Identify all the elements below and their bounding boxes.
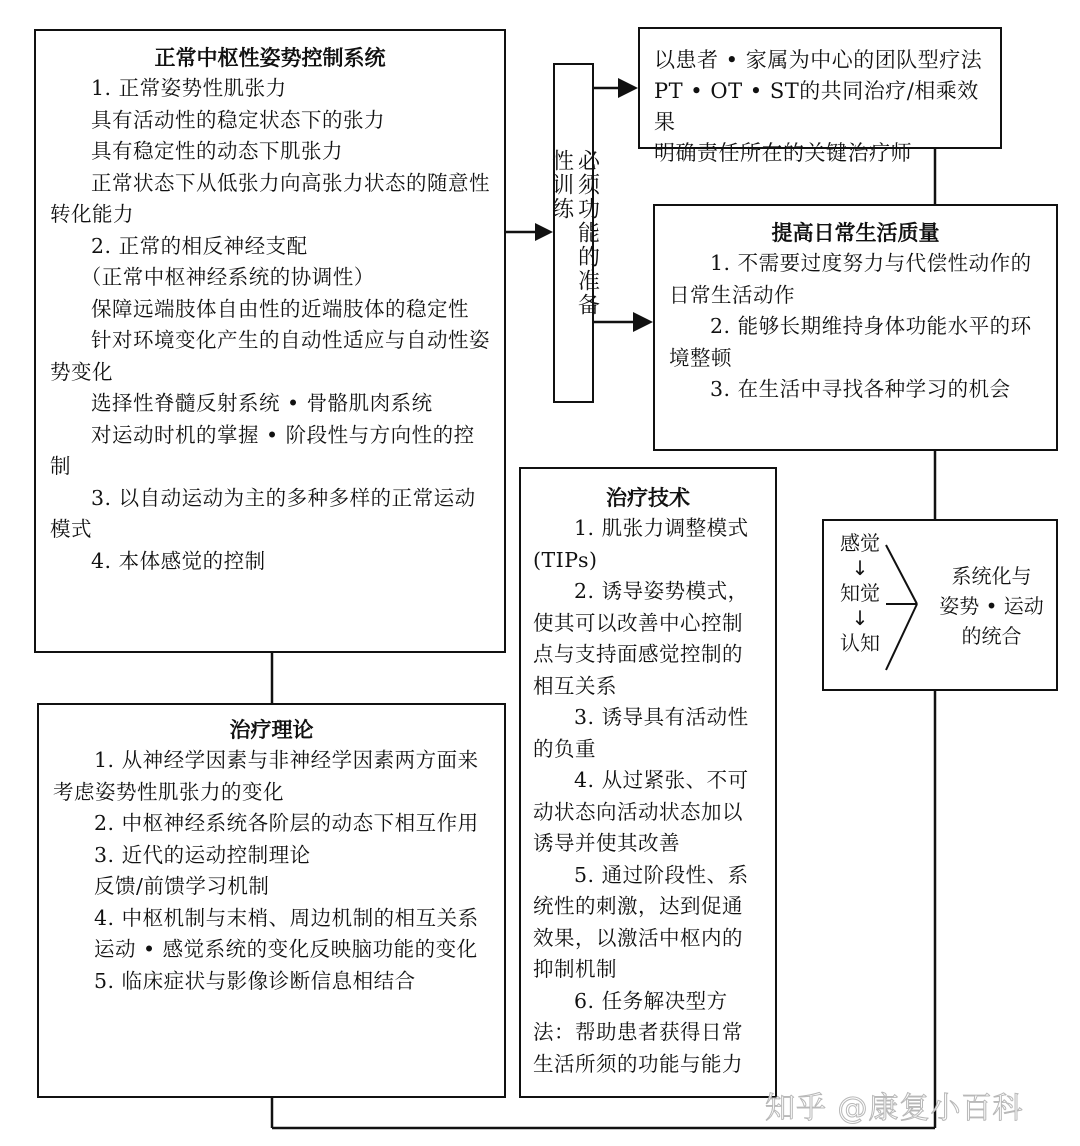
qol-item: 1. 不需要过度努力与代偿性动作的日常生活动作 [669,251,1032,307]
team-line: 以患者 • 家属为中心的团队型疗法 [654,48,983,72]
treatment-theory-box [37,703,506,1098]
theory-item: 运动 • 感觉系统的变化反映脑功能的变化 [94,937,478,961]
technique-item: 2. 诱导姿势模式，使其可以改善中心控制点与支持面感觉控制的相互关系 [533,579,749,698]
postural-control-title: 正常中枢性姿势控制系统 [154,46,386,70]
technique-item: 5. 通过阶段性、系统性的刺激，达到促通效果，以激活中枢内的抑制机制 [533,862,749,981]
theory-item: 反馈/前馈学习机制 [94,874,270,898]
treatment-technique-box [519,467,777,1098]
main-item: 2. 正常的相反神经支配 [91,233,308,258]
sensory-integration-box [822,519,1058,691]
main-item: 1. 正常姿势性肌张力 [91,76,287,100]
integration-line: 系统化与 [951,564,1032,588]
team-therapy-box [638,27,1002,165]
qol-item: 2. 能够长期维持身体功能水平的环境整顿 [669,314,1032,370]
cognition-label: 认知 [840,631,880,655]
sensation-label: 感觉 [840,531,880,555]
perception-label: 知觉 [840,581,880,605]
down-arrow-icon: ↓ [851,606,869,630]
theory-item: 3. 近代的运动控制理论 [94,842,311,867]
down-arrow-icon: ↓ [851,556,869,580]
main-item: 正常状态下从低张力向高张力状态的随意性转化能力 [50,170,490,226]
theory-item: 5. 临床症状与影像诊断信息相结合 [94,968,416,993]
integration-line: 的统合 [961,624,1022,648]
preparatory-training-box [548,63,600,403]
integration-line: 姿势 • 运动 [939,594,1044,618]
team-line: PT • OT • ST的共同治疗/相乘效果 [654,79,979,134]
main-item: （正常中枢神经系统的协调性） [80,265,375,289]
treatment-technique-title: 治疗技术 [606,486,690,510]
technique-item: 6. 任务解决型方法：帮助患者获得日常生活所须的功能与能力 [533,988,743,1076]
quality-of-life-title: 提高日常生活质量 [771,221,940,245]
watermark: 知乎 @康复小百科 [765,1091,1024,1126]
theory-item: 2. 中枢神经系统各阶层的动态下相互作用 [94,811,479,835]
postural-control-system-box [34,29,506,653]
technique-item: 3. 诱导具有活动性的负重 [533,705,749,761]
technique-item: 1. 肌张力调整模式(TIPs) [533,516,749,572]
treatment-theory-title: 治疗理论 [229,718,314,742]
technique-item: 4. 从过紧张、不可动状态向活动状态加以诱导并使其改善 [533,768,749,855]
main-item: 选择性脊髓反射系统 • 骨骼肌肉系统 [91,391,433,415]
main-item: 3. 以自动运动为主的多种多样的正常运动模式 [50,485,476,541]
main-item: 4. 本体感觉的控制 [91,548,266,573]
main-item: 对运动时机的掌握 • 阶段性与方向性的控制 [50,422,475,478]
quality-of-life-box [653,204,1058,451]
theory-item: 1. 从神经学因素与非神经学因素两方面来考虑姿势性肌张力的变化 [53,748,479,804]
arrow-to-qol [633,312,653,332]
main-item: 具有活动性的稳定状态下的张力 [91,107,385,132]
main-item: 保障远端肢体自由性的近端肢体的稳定性 [91,296,469,321]
main-item: 针对环境变化产生的自动性适应与自动性姿势变化 [50,328,490,384]
preparatory-training-label: 必须功能的准备性训练 [548,149,600,317]
qol-item: 3. 在生活中寻找各种学习的机会 [710,377,1011,401]
team-line: 明确责任所在的关键治疗师 [654,141,912,165]
main-item: 具有稳定性的动态下肌张力 [91,139,343,163]
theory-item: 4. 中枢机制与末梢、周边机制的相互关系 [94,905,479,930]
arrow-to-team [618,78,638,98]
